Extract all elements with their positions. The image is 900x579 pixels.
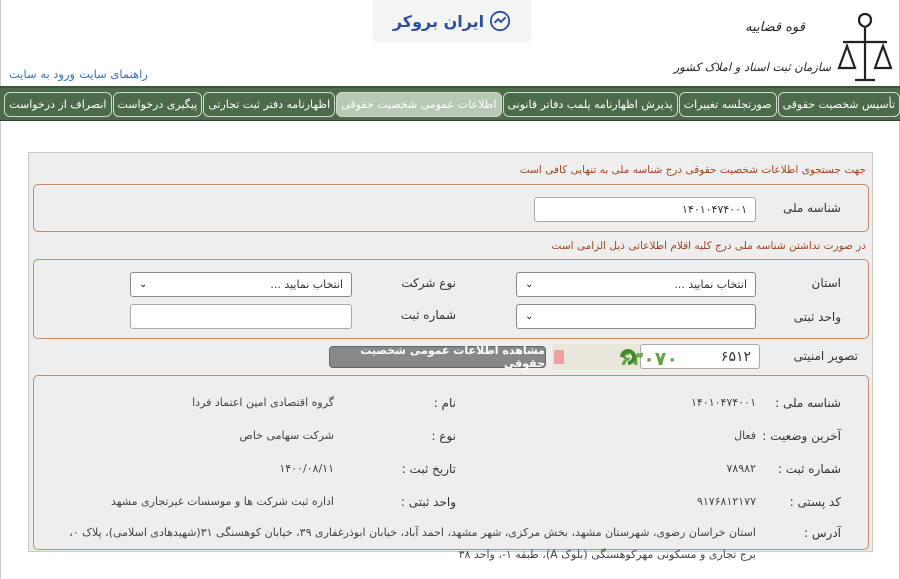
- national-id-group: [33, 184, 869, 232]
- tab-track-request[interactable]: پیگیری درخواست: [113, 92, 203, 117]
- registry-unit-label: واحد ثبتی: [793, 310, 841, 324]
- result-reg-date: ۱۴۰۰/۰۸/۱۱: [279, 462, 334, 475]
- result-address: استان خراسان رضوی، شهرستان مشهد، بخش مرکزی، شهر مشهد، احمد آباد، خیابان ابوذرغفاری ۳۹، خیابان کوهسنگی ۳۱(شهیدهادی اسلامی)، پلاک ۰، برج تجاری و مسکونی مهرکوهسنگی (بلوک A)، طبقه ۱-، واحد ۳۸: [69, 526, 756, 561]
- result-type: شرکت سهامی خاص: [239, 429, 334, 442]
- chevron-down-icon: ⌄: [139, 279, 148, 290]
- chevron-down-icon: ⌄: [525, 311, 534, 322]
- main-nav: [0, 86, 900, 121]
- reg-number-label: شماره ثبت: [400, 308, 456, 322]
- search-panel: [28, 152, 873, 561]
- tab-entity-public-info[interactable]: اطلاعات عمومی شخصیت حقوقی: [336, 92, 501, 117]
- registry-unit-select[interactable]: [516, 304, 756, 329]
- result-box: [33, 375, 869, 561]
- captcha-input[interactable]: ۶۵۱۲: [640, 344, 760, 369]
- result-status-label: آخرین وضعیت :: [762, 429, 841, 443]
- trend-chart-icon: [489, 10, 511, 32]
- company-type-value: انتخاب نمایید ...: [270, 278, 343, 291]
- captcha-label: تصویر امنیتی: [793, 349, 858, 363]
- help-link[interactable]: راهنمای سایت: [79, 67, 148, 81]
- province-value: انتخاب نمایید ...: [674, 278, 747, 291]
- result-reg-no: ۷۸۹۸۲: [726, 462, 756, 475]
- svg-text:۶۳۰۷۰: ۶۳۰۷۰: [620, 348, 678, 370]
- site-header: [0, 0, 900, 86]
- company-type-label: نوع شرکت: [401, 276, 456, 290]
- result-postal: ۹۱۷۶۸۱۲۱۷۷: [696, 495, 756, 508]
- brand-banner[interactable]: [373, 0, 531, 42]
- tab-commercial-register[interactable]: اظهارنامه دفتر ثبت تجارتی: [203, 92, 335, 117]
- main-content: [0, 121, 900, 579]
- filters-group: [33, 259, 869, 339]
- result-name-label: نام :: [433, 396, 456, 410]
- tab-cancel-request[interactable]: انصراف از درخواست: [4, 92, 111, 117]
- top-links: [9, 67, 148, 81]
- brand-name: ایران بروکر: [392, 11, 485, 31]
- result-postal-label: کد پستی :: [789, 495, 841, 509]
- tab-change-minutes[interactable]: صورتجلسه تغییرات: [679, 92, 777, 117]
- reg-number-input[interactable]: [130, 304, 352, 329]
- result-unit-label: واحد ثبتی :: [400, 495, 456, 509]
- province-select[interactable]: [516, 272, 756, 297]
- organization-title: سازمان ثبت اسناد و املاک کشور: [673, 60, 831, 74]
- result-reg-date-label: تاریخ ثبت :: [401, 462, 456, 476]
- province-label: استان: [811, 276, 841, 290]
- tab-establish-entity[interactable]: تأسیس شخصیت حقوقی: [778, 92, 900, 117]
- scales-emblem-icon: [837, 6, 893, 84]
- result-address-label: آدرس :: [804, 526, 841, 540]
- company-type-select[interactable]: [130, 272, 352, 297]
- chevron-down-icon: ⌄: [525, 279, 534, 290]
- registry-logo: [673, 4, 893, 84]
- result-name: گروه اقتصادی امین اعتماد فردا: [192, 396, 334, 409]
- result-status: فعال: [734, 429, 756, 442]
- result-reg-no-label: شماره ثبت :: [777, 462, 841, 476]
- result-national-id-label: شناسه ملی :: [775, 396, 841, 410]
- result-type-label: نوع :: [431, 429, 456, 443]
- result-national-id: ۱۴۰۱۰۴۷۴۰۰۱: [691, 396, 756, 409]
- result-unit: اداره ثبت شرکت ها و موسسات غیرتجاری مشهد: [111, 495, 334, 508]
- view-public-info-button[interactable]: مشاهده اطلاعات عمومی شخصیت حقوقی: [329, 346, 546, 368]
- national-id-label: شناسه ملی: [782, 201, 841, 215]
- captcha-graphic: [552, 344, 678, 370]
- nav-tabs: [4, 92, 900, 117]
- login-link[interactable]: ورود به سایت: [9, 67, 76, 81]
- captcha-image[interactable]: [552, 344, 678, 370]
- hint-national-id: جهت جستجوی اطلاعات شخصیت حقوقی درج شناسه ملی به تنهایی کافی است: [519, 164, 866, 176]
- judiciary-title: قوه قضاییه: [745, 20, 805, 35]
- national-id-input[interactable]: ۱۴۰۱۰۴۷۴۰۰۱: [534, 197, 756, 222]
- tab-book-sealing[interactable]: پذیرش اظهارنامه پلمب دفاتر قانونی: [503, 92, 678, 117]
- hint-required-fields: در صورت نداشتن شناسه ملی درج کلیه اقلام اطلاعاتی ذیل الزامی است: [551, 240, 866, 252]
